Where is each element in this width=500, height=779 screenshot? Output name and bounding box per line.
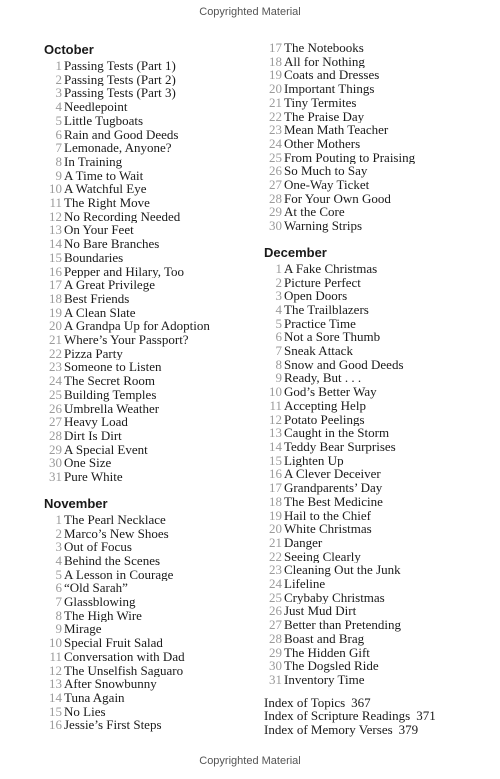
entry-day-number: 11 [49, 648, 62, 664]
toc-entry [44, 470, 249, 484]
entry-day-number: 30 [49, 455, 62, 471]
index-label: Index of Topics [264, 694, 346, 710]
entry-title: Warning Strips [284, 219, 363, 233]
entry-title: Rain and Good Deeds [64, 127, 179, 142]
toc-entry [264, 96, 486, 110]
entry-title: Seeing Clearly [284, 549, 361, 564]
entry-title: A Great Privilege [64, 278, 155, 292]
entry-title: Pure White [64, 470, 123, 484]
entry-title: Someone to Listen [64, 360, 162, 375]
toc-entry [44, 540, 249, 554]
entry-day-number: 1 [55, 511, 62, 527]
entry-title: Passing Tests (Part 1) [64, 59, 176, 73]
toc-entry [44, 223, 249, 237]
entry-day-number: 5 [275, 315, 282, 331]
entry-title: Conversation with Dad [64, 649, 185, 664]
entry-title: Snow and Good Deeds [284, 357, 404, 372]
entry-title: A Time to Wait [64, 168, 144, 183]
entry-title: Glassblowing [64, 595, 136, 609]
index-entry [264, 709, 486, 723]
entry-title: The Secret Room [64, 374, 155, 388]
toc-entry [264, 110, 486, 124]
entry-day-number: 30 [269, 658, 282, 674]
entry-title: Potato Peelings [284, 412, 365, 427]
entry-title: Passing Tests (Part 2) [64, 72, 176, 87]
entry-day-number: 16 [269, 466, 282, 482]
toc-entry [44, 278, 249, 292]
toc-entry [264, 495, 486, 509]
entry-day-number: 25 [269, 149, 282, 165]
toc-entry [44, 664, 249, 678]
index-list [264, 696, 486, 737]
toc-entry [44, 319, 249, 333]
entry-title: A Clever Deceiver [284, 467, 381, 482]
toc-entry [44, 360, 249, 374]
entry-day-number: 17 [49, 277, 62, 293]
toc-entry [264, 164, 486, 178]
entry-title: Mean Math Teacher [284, 123, 389, 137]
entry-title: Practice Time [284, 316, 356, 331]
entry-day-number: 2 [275, 274, 282, 290]
entry-day-number: 23 [49, 359, 62, 375]
index-entry [264, 723, 486, 737]
index-page-number: 367 [351, 694, 371, 710]
entry-title: Jessie’s First Steps [64, 718, 162, 733]
toc-entry [264, 123, 486, 137]
entry-title: Teddy Bear Surprises [284, 439, 396, 454]
toc-entry [264, 413, 486, 427]
entry-day-number: 19 [49, 304, 62, 320]
entry-day-number: 10 [269, 384, 282, 400]
entry-title: Out of Focus [64, 540, 132, 554]
entry-day-number: 8 [55, 607, 62, 623]
toc-entry [44, 429, 249, 443]
entry-title: A Lesson in Courage [64, 567, 174, 582]
toc-entry [44, 622, 249, 636]
entry-title: Better than Pretending [284, 618, 401, 632]
entry-title: Mirage [64, 622, 102, 637]
entry-day-number: 26 [269, 603, 282, 619]
toc-entry [44, 456, 249, 470]
entry-day-number: 7 [55, 140, 62, 156]
toc-entry [44, 443, 249, 457]
entry-day-number: 4 [55, 99, 62, 115]
entry-day-number: 29 [269, 644, 282, 660]
toc-entry [264, 219, 486, 233]
entry-title: Building Temples [64, 387, 157, 402]
entry-day-number: 6 [55, 580, 62, 596]
entry-title: Ready, But . . . [284, 371, 362, 386]
toc-entry [44, 402, 249, 416]
toc-right-column [264, 41, 486, 737]
toc-entry [264, 618, 486, 632]
entry-day-number: 3 [55, 539, 62, 555]
entry-day-number: 18 [269, 493, 282, 509]
toc-entry [264, 68, 486, 82]
toc-entry [44, 609, 249, 623]
entry-title: From Pouting to Praising [284, 150, 416, 165]
entry-title: No Lies [64, 704, 106, 719]
entry-title: The Unselfish Saguaro [64, 663, 184, 678]
toc-entry [264, 205, 486, 219]
entry-title: Lifeline [284, 577, 326, 591]
toc-entry [44, 388, 249, 402]
toc-entry [264, 550, 486, 564]
toc-entry [44, 513, 249, 527]
toc-entry [264, 673, 486, 687]
toc-entry [44, 554, 249, 568]
entry-day-number: 21 [49, 332, 62, 348]
entry-day-number: 28 [49, 427, 62, 443]
toc-entry [44, 347, 249, 361]
entry-title: Other Mothers [284, 136, 361, 151]
toc-entry [44, 155, 249, 169]
toc-entry [44, 141, 249, 155]
entry-title: Behind the Scenes [64, 553, 161, 568]
entry-title: White Christmas [284, 522, 372, 536]
toc-entry [44, 210, 249, 224]
november-continued-list [264, 41, 486, 233]
toc-entry [44, 196, 249, 210]
entry-title: Best Friends [64, 291, 130, 306]
entry-day-number: 12 [269, 411, 282, 427]
entry-title: So Much to Say [284, 164, 368, 179]
toc-entry [264, 426, 486, 440]
entry-day-number: 2 [55, 525, 62, 541]
toc-entry [264, 563, 486, 577]
entry-title: A Special Event [64, 442, 148, 457]
entry-title: Just Mud Dirt [284, 604, 357, 619]
toc-entry [264, 467, 486, 481]
entry-title: For Your Own Good [284, 191, 391, 206]
toc-entry [264, 577, 486, 591]
entry-title: Hail to the Chief [284, 508, 372, 523]
entry-title: The Right Move [64, 196, 150, 210]
entry-title: God’s Better Way [284, 385, 377, 399]
index-label: Index of Memory Verses [264, 722, 393, 738]
entry-title: In Training [64, 154, 123, 169]
entry-day-number: 13 [269, 425, 282, 441]
toc-entry [264, 509, 486, 523]
entry-title: Not a Sore Thumb [284, 330, 381, 345]
toc-entry [264, 481, 486, 495]
entry-title: On Your Feet [64, 223, 134, 238]
entry-day-number: 4 [55, 552, 62, 568]
month-heading-october: October [44, 42, 94, 57]
copyright-watermark-bottom: Copyrighted Material [199, 755, 301, 767]
entry-day-number: 10 [49, 181, 62, 197]
entry-day-number: 4 [275, 301, 282, 317]
entry-day-number: 1 [55, 58, 62, 73]
toc-entry [44, 100, 249, 114]
entry-day-number: 26 [49, 400, 62, 416]
entry-title: One-Way Ticket [284, 178, 370, 192]
entry-day-number: 25 [269, 589, 282, 605]
toc-entry [264, 137, 486, 151]
entry-title: After Snowbunny [64, 677, 157, 691]
toc-entry [264, 330, 486, 344]
entry-day-number: 14 [49, 236, 62, 252]
entry-title: Tuna Again [64, 690, 125, 705]
toc-entry [264, 151, 486, 165]
toc-entry [264, 591, 486, 605]
toc-entry [264, 358, 486, 372]
entry-day-number: 30 [269, 218, 282, 234]
entry-title: Caught in the Storm [284, 426, 390, 440]
toc-entry [264, 659, 486, 673]
entry-title: Pepper and Hilary, Too [64, 264, 185, 279]
entry-title: Danger [284, 535, 323, 550]
toc-entry [264, 536, 486, 550]
entry-day-number: 20 [49, 318, 62, 334]
entry-title: Little Tugboats [64, 113, 144, 128]
toc-entry [44, 128, 249, 142]
toc-entry [44, 705, 249, 719]
entry-title: The Pearl Necklace [64, 512, 166, 527]
entry-title: The Trailblazers [284, 302, 369, 317]
entry-day-number: 2 [55, 71, 62, 87]
entry-day-number: 22 [269, 548, 282, 564]
entry-day-number: 22 [269, 108, 282, 124]
entry-day-number: 3 [275, 288, 282, 304]
entry-title: Lemonade, Anyone? [64, 141, 172, 155]
entry-day-number: 16 [49, 263, 62, 279]
entry-title: A Grandpa Up for Adoption [64, 319, 210, 334]
toc-entry [44, 581, 249, 595]
toc-entry [44, 86, 249, 100]
entry-day-number: 26 [269, 163, 282, 179]
entry-day-number: 5 [55, 566, 62, 582]
entry-day-number: 31 [269, 671, 282, 687]
toc-entry [44, 292, 249, 306]
toc-entry [264, 632, 486, 646]
december-list [264, 262, 486, 687]
toc-entry [264, 440, 486, 454]
entry-day-number: 27 [49, 414, 62, 430]
entry-title: All for Nothing [284, 54, 365, 69]
toc-entry [44, 677, 249, 691]
entry-title: Crybaby Christmas [284, 590, 385, 605]
entry-title: Needlepoint [64, 100, 128, 114]
entry-day-number: 21 [269, 534, 282, 550]
entry-title: Dirt Is Dirt [64, 428, 122, 443]
toc-entry [264, 522, 486, 536]
entry-day-number: 21 [269, 94, 282, 110]
toc-entry [264, 344, 486, 358]
entry-day-number: 1 [275, 260, 282, 276]
toc-entry [264, 317, 486, 331]
toc-entry [264, 399, 486, 413]
entry-title: Tiny Termites [284, 95, 357, 110]
entry-day-number: 5 [55, 112, 62, 128]
entry-day-number: 13 [49, 676, 62, 692]
entry-title: Lighten Up [284, 453, 344, 468]
entry-title: The Dogsled Ride [284, 659, 379, 673]
entry-day-number: 6 [275, 329, 282, 345]
month-heading-december: December [264, 244, 327, 260]
entry-title: Accepting Help [284, 398, 366, 413]
toc-entry [44, 237, 249, 251]
index-page-number: 371 [416, 708, 436, 724]
entry-title: Passing Tests (Part 3) [64, 86, 176, 101]
entry-title: Picture Perfect [284, 275, 361, 290]
entry-title: Special Fruit Salad [64, 636, 163, 650]
toc-entry [264, 276, 486, 290]
entry-day-number: 9 [55, 167, 62, 183]
toc-entry [44, 182, 249, 196]
entry-title: Umbrella Weather [64, 401, 160, 416]
entry-day-number: 7 [55, 594, 62, 610]
entry-day-number: 12 [49, 208, 62, 224]
entry-title: Coats and Dresses [284, 68, 380, 83]
entry-day-number: 9 [55, 621, 62, 637]
toc-entry [264, 371, 486, 385]
entry-title: Inventory Time [284, 672, 365, 687]
entry-day-number: 19 [269, 507, 282, 523]
toc-entry [44, 169, 249, 183]
entry-day-number: 14 [269, 438, 282, 454]
toc-entry [264, 454, 486, 468]
entry-day-number: 24 [269, 135, 282, 151]
entry-day-number: 13 [49, 222, 62, 238]
entry-day-number: 8 [275, 356, 282, 372]
entry-title: One Size [64, 456, 112, 471]
index-entry [264, 696, 486, 710]
entry-title: Heavy Load [64, 415, 128, 429]
entry-title: No Bare Branches [64, 237, 160, 251]
entry-title: The High Wire [64, 608, 142, 623]
entry-day-number: 7 [275, 343, 282, 359]
entry-day-number: 20 [269, 81, 282, 97]
toc-entry [264, 178, 486, 192]
entry-title: A Clean Slate [64, 305, 136, 320]
toc-entry [44, 568, 249, 582]
toc-entry [264, 41, 486, 55]
toc-entry [44, 374, 249, 388]
toc-left-column [44, 41, 249, 732]
index-label: Index of Scripture Readings [264, 708, 411, 724]
entry-day-number: 18 [269, 53, 282, 69]
toc-entry [44, 636, 249, 650]
entry-title: The Notebooks [284, 41, 364, 55]
toc-entry [44, 306, 249, 320]
entry-day-number: 22 [49, 345, 62, 361]
entry-day-number: 31 [49, 469, 62, 485]
entry-day-number: 27 [269, 177, 282, 193]
entry-title: Boast and Brag [284, 631, 365, 646]
entry-day-number: 10 [49, 635, 62, 651]
entry-day-number: 9 [275, 370, 282, 386]
toc-entry [264, 303, 486, 317]
entry-day-number: 14 [49, 689, 62, 705]
copyright-watermark-top: Copyrighted Material [199, 6, 301, 18]
entry-day-number: 17 [269, 40, 282, 55]
entry-title: “Old Sarah” [64, 581, 128, 596]
entry-title: Important Things [284, 82, 375, 96]
toc-entry [264, 604, 486, 618]
entry-day-number: 11 [49, 195, 62, 211]
entry-day-number: 20 [269, 521, 282, 537]
entry-day-number: 15 [269, 452, 282, 468]
entry-title: Grandparents’ Day [284, 481, 383, 495]
entry-day-number: 23 [269, 562, 282, 578]
toc-entry [264, 82, 486, 96]
entry-title: At the Core [284, 205, 345, 220]
entry-day-number: 15 [49, 703, 62, 719]
month-heading-november: November [44, 495, 108, 511]
entry-title: Where’s Your Passport? [64, 333, 189, 347]
entry-day-number: 25 [49, 386, 62, 402]
entry-day-number: 29 [49, 441, 62, 457]
toc-entry [44, 650, 249, 664]
entry-day-number: 8 [55, 153, 62, 169]
entry-title: A Fake Christmas [284, 261, 378, 276]
entry-day-number: 12 [49, 662, 62, 678]
toc-entry [44, 251, 249, 265]
entry-day-number: 11 [269, 397, 282, 413]
entry-title: No Recording Needed [64, 209, 181, 224]
toc-entry [264, 646, 486, 660]
entry-day-number: 17 [269, 480, 282, 496]
toc-entry [44, 718, 249, 732]
entry-day-number: 27 [269, 617, 282, 633]
toc-entry [264, 192, 486, 206]
entry-title: Open Doors [284, 289, 348, 303]
toc-entry [44, 114, 249, 128]
entry-title: Cleaning Out the Junk [284, 563, 401, 578]
entry-title: Sneak Attack [284, 344, 353, 358]
entry-day-number: 29 [269, 204, 282, 220]
toc-entry [44, 527, 249, 541]
entry-day-number: 23 [269, 122, 282, 138]
toc-entry [44, 415, 249, 429]
entry-title: The Best Medicine [284, 494, 383, 509]
entry-title: The Hidden Gift [284, 645, 370, 660]
toc-entry [264, 385, 486, 399]
entry-day-number: 24 [269, 576, 282, 592]
entry-day-number: 18 [49, 290, 62, 306]
toc-entry [264, 55, 486, 69]
entry-title: Boundaries [64, 250, 124, 265]
toc-entry [264, 262, 486, 276]
entry-day-number: 28 [269, 190, 282, 206]
toc-entry [44, 73, 249, 87]
entry-day-number: 16 [49, 717, 62, 733]
toc-entry [44, 595, 249, 609]
index-page-number: 379 [398, 722, 419, 738]
toc-entry [44, 333, 249, 347]
entry-title: Pizza Party [64, 346, 123, 361]
entry-day-number: 24 [49, 373, 62, 389]
toc-entry [44, 59, 249, 73]
toc-entry [44, 691, 249, 705]
entry-day-number: 28 [269, 630, 282, 646]
entry-day-number: 15 [49, 249, 62, 265]
entry-day-number: 3 [55, 85, 62, 101]
entry-title: Marco’s New Shoes [64, 526, 169, 541]
toc-entry [264, 289, 486, 303]
entry-title: A Watchful Eye [64, 182, 147, 197]
entry-title: The Praise Day [284, 109, 365, 124]
entry-day-number: 6 [55, 126, 62, 142]
toc-entry [44, 265, 249, 279]
entry-day-number: 19 [269, 67, 282, 83]
